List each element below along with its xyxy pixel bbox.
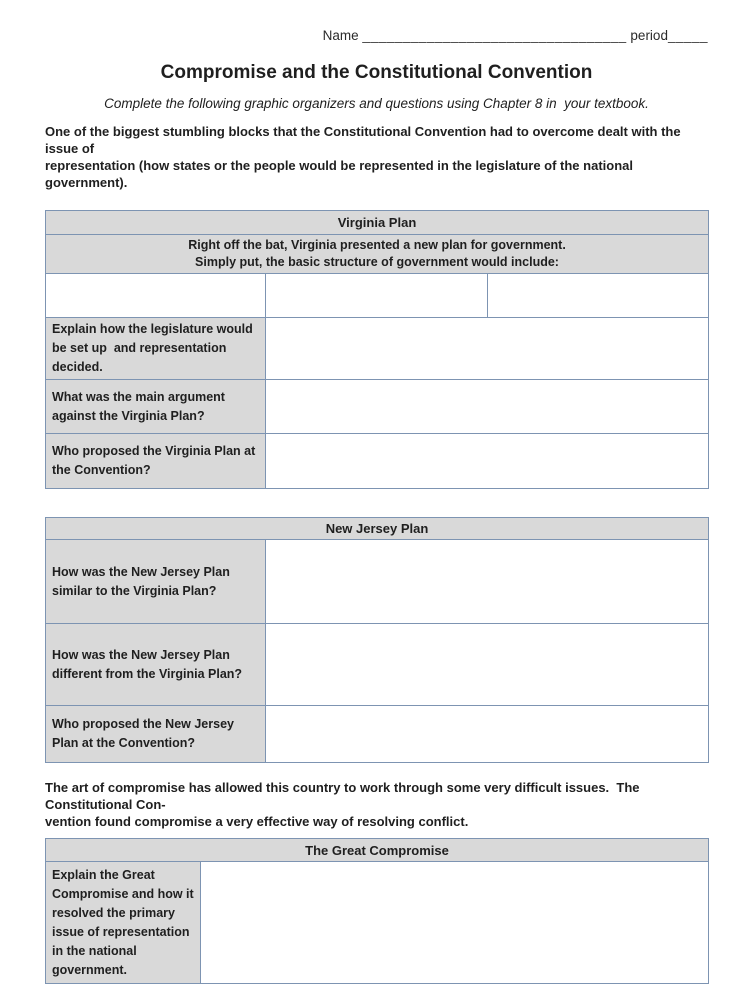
answer-cell[interactable] — [266, 706, 709, 763]
virginia-plan-subheader-line1: Right off the bat, Virginia presented a new plan for government. — [188, 238, 566, 252]
table-row — [46, 318, 709, 380]
page-title: Compromise and the Constitutional Convention — [160, 62, 593, 83]
structure-cell-3[interactable] — [488, 274, 709, 318]
name-period-row — [45, 27, 708, 45]
virginia-plan-table — [45, 210, 709, 489]
answer-cell[interactable] — [266, 434, 709, 489]
intro-paragraph-line1: One of the biggest stumbling blocks that the Constitutional Convention had to overcome dealt with the issue of — [45, 124, 685, 156]
instructions-subtitle: Complete the following graphic organizers and questions using Chapter 8 in your textbook. — [104, 96, 649, 111]
question-cell: Explain the Great Compromise and how it resolved the primary issue of representation in the national government. — [46, 862, 201, 984]
compromise-paragraph-line1: The art of compromise has allowed this country to work through some very difficult issues. The Constitutional Con- — [45, 780, 644, 812]
virginia-plan-subheader — [46, 235, 709, 274]
question-cell: Who proposed the New Jersey Plan at the Convention? — [46, 706, 266, 763]
virginia-plan-table-title: Virginia Plan — [46, 211, 709, 235]
new-jersey-plan-table-title: New Jersey Plan — [46, 518, 709, 540]
structure-cell-1[interactable] — [46, 274, 266, 318]
answer-cell[interactable] — [266, 624, 709, 706]
period-label: period — [630, 28, 668, 43]
great-compromise-table-title: The Great Compromise — [46, 839, 709, 862]
table-row — [46, 862, 709, 984]
table-row — [46, 434, 709, 489]
great-compromise-table — [45, 838, 709, 984]
worksheet-page — [0, 27, 749, 997]
table-row — [46, 706, 709, 763]
intro-paragraph — [45, 123, 708, 191]
table-row — [46, 624, 709, 706]
question-cell: What was the main argument against the Virginia Plan? — [46, 380, 266, 434]
compromise-paragraph — [45, 779, 708, 830]
virginia-plan-subheader-line2: Simply put, the basic structure of government would include: — [195, 255, 559, 269]
period-blank-field[interactable]: _____ — [667, 28, 708, 43]
name-blank-field[interactable]: _________________________________ — [362, 28, 627, 43]
answer-cell[interactable] — [266, 540, 709, 624]
name-label: Name — [322, 28, 359, 43]
structure-cell-2[interactable] — [266, 274, 488, 318]
table-row — [46, 380, 709, 434]
new-jersey-plan-table — [45, 517, 709, 763]
question-cell: Explain how the legislature would be set up and representation decided. — [46, 318, 266, 380]
question-cell: How was the New Jersey Plan different from the Virginia Plan? — [46, 624, 266, 706]
compromise-paragraph-line2: vention found compromise a very effective way of resolving conflict. — [45, 814, 469, 829]
table-row — [46, 540, 709, 624]
intro-paragraph-line2: representation (how states or the people would be represented in the legislature of the national government). — [45, 158, 637, 190]
answer-cell[interactable] — [266, 318, 709, 380]
answer-cell[interactable] — [266, 380, 709, 434]
question-cell: How was the New Jersey Plan similar to the Virginia Plan? — [46, 540, 266, 624]
question-cell: Who proposed the Virginia Plan at the Convention? — [46, 434, 266, 489]
answer-cell[interactable] — [201, 862, 709, 984]
